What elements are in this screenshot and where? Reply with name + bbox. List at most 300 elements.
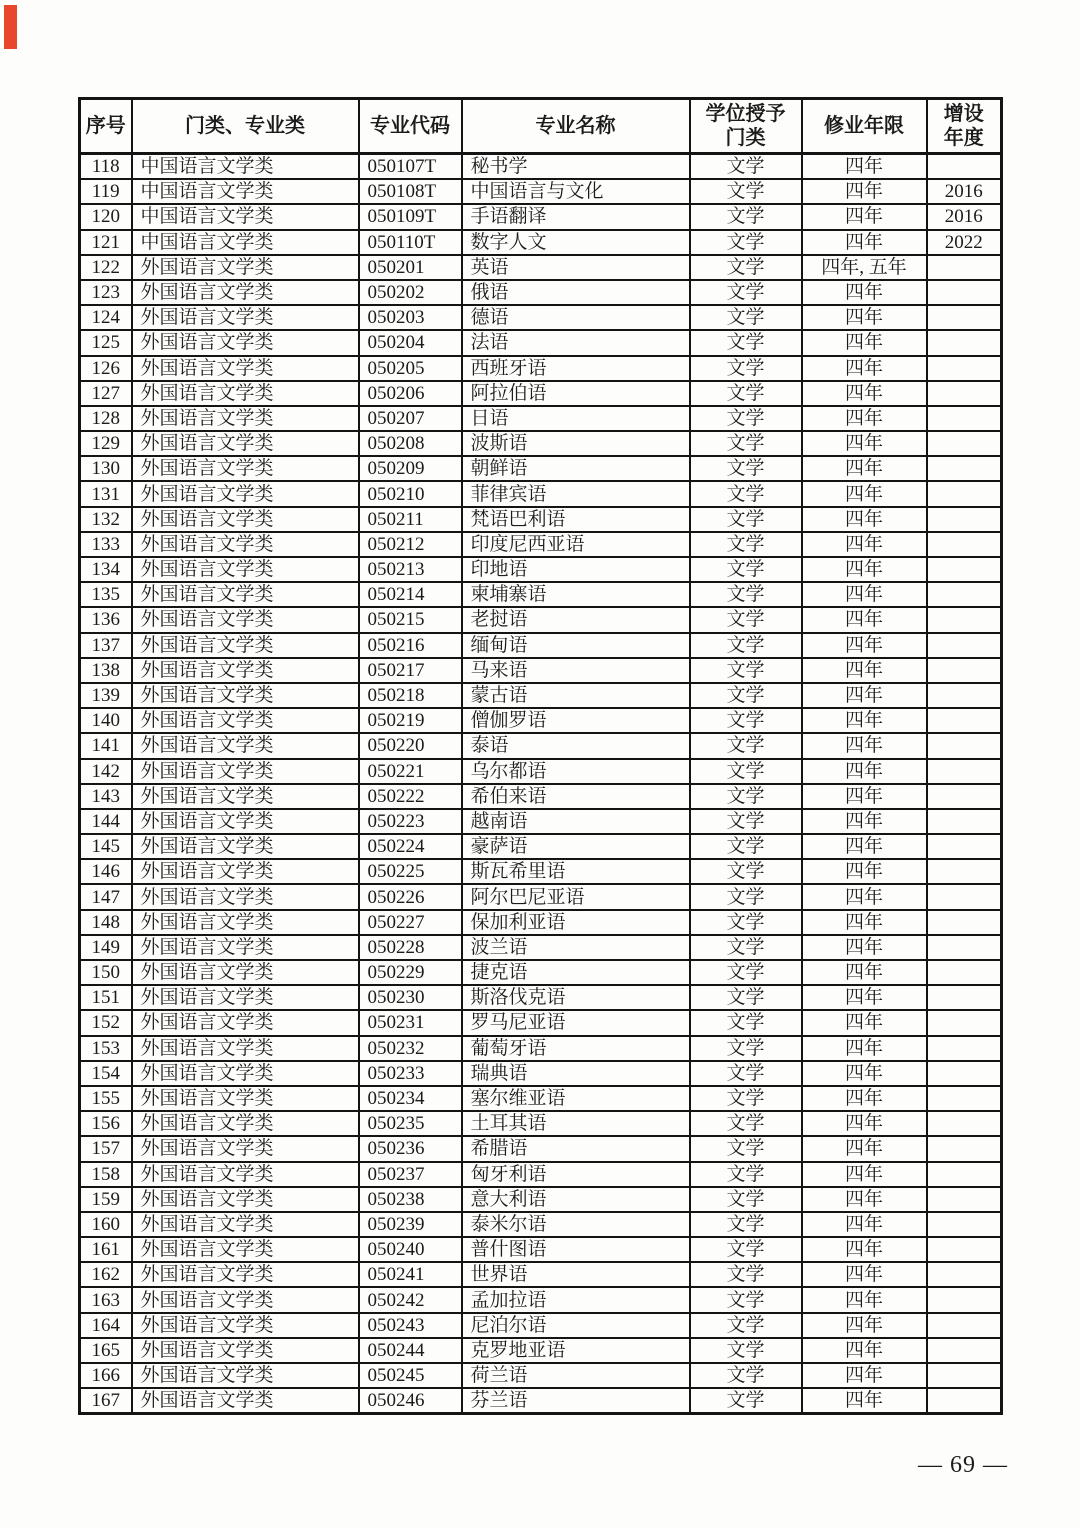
degree-cell: 文学	[690, 935, 802, 960]
serial-cell: 141	[80, 733, 132, 758]
degree-cell: 文学	[690, 759, 802, 784]
code-cell: 050241	[359, 1262, 462, 1287]
year-cell	[927, 381, 1002, 406]
code-cell: 050232	[359, 1036, 462, 1061]
code-cell: 050204	[359, 330, 462, 355]
header-serial: 序号	[80, 99, 132, 154]
name-cell: 缅甸语	[462, 633, 690, 658]
table-row	[80, 330, 1002, 355]
serial-cell: 125	[80, 330, 132, 355]
duration-cell: 四年	[802, 1136, 927, 1161]
serial-cell: 135	[80, 582, 132, 607]
degree-cell: 文学	[690, 708, 802, 733]
degree-cell: 文学	[690, 204, 802, 229]
table-row	[80, 230, 1002, 255]
category-cell: 外国语言文学类	[132, 1212, 359, 1237]
code-cell: 050228	[359, 935, 462, 960]
degree-cell: 文学	[690, 1061, 802, 1086]
table-row	[80, 1136, 1002, 1161]
table-row	[80, 582, 1002, 607]
table-row	[80, 733, 1002, 758]
serial-cell: 156	[80, 1111, 132, 1136]
category-cell: 外国语言文学类	[132, 1388, 359, 1414]
degree-cell: 文学	[690, 1262, 802, 1287]
name-cell: 印度尼西亚语	[462, 532, 690, 557]
duration-cell: 四年	[802, 456, 927, 481]
year-cell	[927, 1363, 1002, 1388]
serial-cell: 146	[80, 859, 132, 884]
duration-cell: 四年	[802, 1388, 927, 1414]
degree-cell: 文学	[690, 1187, 802, 1212]
duration-cell: 四年	[802, 683, 927, 708]
category-cell: 外国语言文学类	[132, 784, 359, 809]
year-cell	[927, 809, 1002, 834]
name-cell: 世界语	[462, 1262, 690, 1287]
header-row	[80, 99, 1002, 154]
serial-cell: 157	[80, 1136, 132, 1161]
serial-cell: 143	[80, 784, 132, 809]
name-cell: 孟加拉语	[462, 1287, 690, 1312]
table-row	[80, 481, 1002, 506]
category-cell: 外国语言文学类	[132, 1162, 359, 1187]
serial-cell: 119	[80, 179, 132, 204]
category-cell: 外国语言文学类	[132, 1086, 359, 1111]
duration-cell: 四年	[802, 884, 927, 909]
code-cell: 050213	[359, 557, 462, 582]
code-cell: 050205	[359, 356, 462, 381]
category-cell: 外国语言文学类	[132, 356, 359, 381]
year-cell	[927, 1313, 1002, 1338]
table-row	[80, 1061, 1002, 1086]
name-cell: 朝鲜语	[462, 456, 690, 481]
year-cell	[927, 356, 1002, 381]
code-cell: 050225	[359, 859, 462, 884]
table-row	[80, 1237, 1002, 1262]
table-row	[80, 507, 1002, 532]
category-cell: 中国语言文学类	[132, 179, 359, 204]
table-row	[80, 935, 1002, 960]
serial-cell: 137	[80, 633, 132, 658]
table-row	[80, 154, 1002, 180]
year-cell	[927, 1388, 1002, 1414]
code-cell: 050109T	[359, 204, 462, 229]
serial-cell: 165	[80, 1338, 132, 1363]
duration-cell: 四年	[802, 154, 927, 180]
duration-cell: 四年	[802, 1010, 927, 1035]
name-cell: 德语	[462, 305, 690, 330]
year-cell: 2016	[927, 179, 1002, 204]
degree-cell: 文学	[690, 658, 802, 683]
name-cell: 荷兰语	[462, 1363, 690, 1388]
degree-cell: 文学	[690, 381, 802, 406]
header-year: 增设年度	[927, 99, 1002, 154]
code-cell: 050208	[359, 431, 462, 456]
name-cell: 数字人文	[462, 230, 690, 255]
degree-cell: 文学	[690, 230, 802, 255]
code-cell: 050218	[359, 683, 462, 708]
table-row	[80, 1187, 1002, 1212]
table-row	[80, 960, 1002, 985]
duration-cell: 四年	[802, 1287, 927, 1312]
name-cell: 斯瓦希里语	[462, 859, 690, 884]
code-cell: 050224	[359, 834, 462, 859]
serial-cell: 148	[80, 910, 132, 935]
degree-cell: 文学	[690, 1363, 802, 1388]
serial-cell: 128	[80, 406, 132, 431]
category-cell: 外国语言文学类	[132, 1036, 359, 1061]
code-cell: 050207	[359, 406, 462, 431]
serial-cell: 130	[80, 456, 132, 481]
code-cell: 050215	[359, 607, 462, 632]
accent-bar	[4, 5, 17, 49]
code-cell: 050221	[359, 759, 462, 784]
table-row	[80, 834, 1002, 859]
table-row	[80, 356, 1002, 381]
majors-table	[78, 97, 1003, 1415]
name-cell: 普什图语	[462, 1237, 690, 1262]
category-cell: 外国语言文学类	[132, 633, 359, 658]
duration-cell: 四年	[802, 1338, 927, 1363]
category-cell: 外国语言文学类	[132, 1313, 359, 1338]
serial-cell: 161	[80, 1237, 132, 1262]
code-cell: 050209	[359, 456, 462, 481]
serial-cell: 136	[80, 607, 132, 632]
category-cell: 外国语言文学类	[132, 1187, 359, 1212]
code-cell: 050222	[359, 784, 462, 809]
duration-cell: 四年	[802, 607, 927, 632]
name-cell: 手语翻译	[462, 204, 690, 229]
year-cell	[927, 305, 1002, 330]
category-cell: 外国语言文学类	[132, 809, 359, 834]
code-cell: 050108T	[359, 179, 462, 204]
year-cell	[927, 431, 1002, 456]
code-cell: 050245	[359, 1363, 462, 1388]
serial-cell: 133	[80, 532, 132, 557]
code-cell: 050212	[359, 532, 462, 557]
year-cell	[927, 633, 1002, 658]
year-cell	[927, 784, 1002, 809]
year-cell	[927, 834, 1002, 859]
code-cell: 050230	[359, 985, 462, 1010]
duration-cell: 四年	[802, 305, 927, 330]
year-cell	[927, 406, 1002, 431]
code-cell: 050238	[359, 1187, 462, 1212]
name-cell: 尼泊尔语	[462, 1313, 690, 1338]
year-cell	[927, 1136, 1002, 1161]
table-row	[80, 557, 1002, 582]
category-cell: 外国语言文学类	[132, 859, 359, 884]
year-cell	[927, 481, 1002, 506]
duration-cell: 四年	[802, 658, 927, 683]
degree-cell: 文学	[690, 834, 802, 859]
table-row	[80, 1287, 1002, 1312]
degree-cell: 文学	[690, 910, 802, 935]
serial-cell: 163	[80, 1287, 132, 1312]
name-cell: 保加利亚语	[462, 910, 690, 935]
year-cell	[927, 532, 1002, 557]
duration-cell: 四年	[802, 406, 927, 431]
duration-cell: 四年	[802, 935, 927, 960]
table-row	[80, 1338, 1002, 1363]
category-cell: 外国语言文学类	[132, 481, 359, 506]
serial-cell: 144	[80, 809, 132, 834]
duration-cell: 四年	[802, 809, 927, 834]
degree-cell: 文学	[690, 985, 802, 1010]
degree-cell: 文学	[690, 1212, 802, 1237]
code-cell: 050243	[359, 1313, 462, 1338]
year-cell	[927, 280, 1002, 305]
serial-cell: 126	[80, 356, 132, 381]
table-row	[80, 658, 1002, 683]
degree-cell: 文学	[690, 1287, 802, 1312]
year-cell	[927, 1187, 1002, 1212]
table-row	[80, 1111, 1002, 1136]
degree-cell: 文学	[690, 154, 802, 180]
name-cell: 塞尔维亚语	[462, 1086, 690, 1111]
year-cell	[927, 557, 1002, 582]
name-cell: 芬兰语	[462, 1388, 690, 1414]
category-cell: 外国语言文学类	[132, 733, 359, 758]
duration-cell: 四年	[802, 1086, 927, 1111]
year-cell	[927, 733, 1002, 758]
code-cell: 050223	[359, 809, 462, 834]
category-cell: 中国语言文学类	[132, 154, 359, 180]
name-cell: 越南语	[462, 809, 690, 834]
degree-cell: 文学	[690, 1136, 802, 1161]
category-cell: 外国语言文学类	[132, 305, 359, 330]
duration-cell: 四年	[802, 1162, 927, 1187]
degree-cell: 文学	[690, 280, 802, 305]
name-cell: 日语	[462, 406, 690, 431]
table-body	[80, 154, 1002, 1414]
category-cell: 外国语言文学类	[132, 683, 359, 708]
header-degree: 学位授予门类	[690, 99, 802, 154]
serial-cell: 140	[80, 708, 132, 733]
name-cell: 克罗地亚语	[462, 1338, 690, 1363]
name-cell: 瑞典语	[462, 1061, 690, 1086]
table-row	[80, 204, 1002, 229]
year-cell	[927, 1010, 1002, 1035]
name-cell: 罗马尼亚语	[462, 1010, 690, 1035]
category-cell: 中国语言文学类	[132, 204, 359, 229]
serial-cell: 123	[80, 280, 132, 305]
serial-cell: 154	[80, 1061, 132, 1086]
category-cell: 外国语言文学类	[132, 759, 359, 784]
header-category: 门类、专业类	[132, 99, 359, 154]
year-cell	[927, 607, 1002, 632]
degree-cell: 文学	[690, 179, 802, 204]
serial-cell: 142	[80, 759, 132, 784]
table-row	[80, 1162, 1002, 1187]
category-cell: 外国语言文学类	[132, 255, 359, 280]
table-row	[80, 985, 1002, 1010]
name-cell: 泰语	[462, 733, 690, 758]
name-cell: 波兰语	[462, 935, 690, 960]
category-cell: 中国语言文学类	[132, 230, 359, 255]
category-cell: 外国语言文学类	[132, 884, 359, 909]
serial-cell: 118	[80, 154, 132, 180]
table-row	[80, 1212, 1002, 1237]
serial-cell: 158	[80, 1162, 132, 1187]
duration-cell: 四年	[802, 859, 927, 884]
duration-cell: 四年	[802, 1187, 927, 1212]
name-cell: 阿拉伯语	[462, 381, 690, 406]
serial-cell: 150	[80, 960, 132, 985]
code-cell: 050227	[359, 910, 462, 935]
category-cell: 外国语言文学类	[132, 582, 359, 607]
code-cell: 050233	[359, 1061, 462, 1086]
duration-cell: 四年	[802, 910, 927, 935]
name-cell: 豪萨语	[462, 834, 690, 859]
duration-cell: 四年	[802, 1363, 927, 1388]
duration-cell: 四年	[802, 356, 927, 381]
name-cell: 乌尔都语	[462, 759, 690, 784]
table-row	[80, 456, 1002, 481]
degree-cell: 文学	[690, 582, 802, 607]
degree-cell: 文学	[690, 809, 802, 834]
serial-cell: 151	[80, 985, 132, 1010]
duration-cell: 四年	[802, 1111, 927, 1136]
year-cell	[927, 330, 1002, 355]
table-row	[80, 406, 1002, 431]
year-cell	[927, 1338, 1002, 1363]
degree-cell: 文学	[690, 481, 802, 506]
serial-cell: 131	[80, 481, 132, 506]
table-row	[80, 255, 1002, 280]
year-cell	[927, 683, 1002, 708]
degree-cell: 文学	[690, 330, 802, 355]
duration-cell: 四年	[802, 1061, 927, 1086]
duration-cell: 四年	[802, 960, 927, 985]
table-row	[80, 607, 1002, 632]
year-cell	[927, 1262, 1002, 1287]
year-cell	[927, 1237, 1002, 1262]
category-cell: 外国语言文学类	[132, 910, 359, 935]
degree-cell: 文学	[690, 532, 802, 557]
name-cell: 菲律宾语	[462, 481, 690, 506]
code-cell: 050236	[359, 1136, 462, 1161]
code-cell: 050217	[359, 658, 462, 683]
code-cell: 050239	[359, 1212, 462, 1237]
code-cell: 050107T	[359, 154, 462, 180]
year-cell	[927, 1061, 1002, 1086]
degree-cell: 文学	[690, 507, 802, 532]
duration-cell: 四年	[802, 633, 927, 658]
table-row	[80, 633, 1002, 658]
year-cell	[927, 1086, 1002, 1111]
year-cell	[927, 658, 1002, 683]
serial-cell: 129	[80, 431, 132, 456]
table-row	[80, 1086, 1002, 1111]
code-cell: 050242	[359, 1287, 462, 1312]
serial-cell: 167	[80, 1388, 132, 1414]
year-cell	[927, 1212, 1002, 1237]
name-cell: 斯洛伐克语	[462, 985, 690, 1010]
degree-cell: 文学	[690, 1388, 802, 1414]
serial-cell: 155	[80, 1086, 132, 1111]
name-cell: 意大利语	[462, 1187, 690, 1212]
year-cell	[927, 985, 1002, 1010]
degree-cell: 文学	[690, 960, 802, 985]
name-cell: 西班牙语	[462, 356, 690, 381]
year-cell	[927, 708, 1002, 733]
duration-cell: 四年	[802, 1262, 927, 1287]
degree-cell: 文学	[690, 557, 802, 582]
page-number: — 69 —	[918, 1452, 1008, 1478]
degree-cell: 文学	[690, 1313, 802, 1338]
table-row	[80, 179, 1002, 204]
degree-cell: 文学	[690, 1111, 802, 1136]
name-cell: 希腊语	[462, 1136, 690, 1161]
degree-cell: 文学	[690, 1237, 802, 1262]
degree-cell: 文学	[690, 859, 802, 884]
duration-cell: 四年	[802, 1212, 927, 1237]
name-cell: 法语	[462, 330, 690, 355]
serial-cell: 134	[80, 557, 132, 582]
year-cell	[927, 884, 1002, 909]
year-cell	[927, 960, 1002, 985]
duration-cell: 四年	[802, 582, 927, 607]
category-cell: 外国语言文学类	[132, 532, 359, 557]
category-cell: 外国语言文学类	[132, 1136, 359, 1161]
serial-cell: 166	[80, 1363, 132, 1388]
degree-cell: 文学	[690, 456, 802, 481]
serial-cell: 147	[80, 884, 132, 909]
degree-cell: 文学	[690, 607, 802, 632]
year-cell	[927, 1287, 1002, 1312]
year-cell	[927, 154, 1002, 180]
year-cell	[927, 935, 1002, 960]
code-cell: 050219	[359, 708, 462, 733]
degree-cell: 文学	[690, 431, 802, 456]
name-cell: 印地语	[462, 557, 690, 582]
serial-cell: 162	[80, 1262, 132, 1287]
name-cell: 中国语言与文化	[462, 179, 690, 204]
duration-cell: 四年, 五年	[802, 255, 927, 280]
code-cell: 050231	[359, 1010, 462, 1035]
category-cell: 外国语言文学类	[132, 1237, 359, 1262]
code-cell: 050240	[359, 1237, 462, 1262]
category-cell: 外国语言文学类	[132, 935, 359, 960]
duration-cell: 四年	[802, 230, 927, 255]
duration-cell: 四年	[802, 381, 927, 406]
name-cell: 土耳其语	[462, 1111, 690, 1136]
table-row	[80, 1313, 1002, 1338]
table-row	[80, 431, 1002, 456]
name-cell: 泰米尔语	[462, 1212, 690, 1237]
category-cell: 外国语言文学类	[132, 456, 359, 481]
category-cell: 外国语言文学类	[132, 280, 359, 305]
category-cell: 外国语言文学类	[132, 381, 359, 406]
duration-cell: 四年	[802, 1313, 927, 1338]
year-cell	[927, 255, 1002, 280]
category-cell: 外国语言文学类	[132, 960, 359, 985]
header-code: 专业代码	[359, 99, 462, 154]
degree-cell: 文学	[690, 356, 802, 381]
category-cell: 外国语言文学类	[132, 431, 359, 456]
name-cell: 波斯语	[462, 431, 690, 456]
table-row	[80, 1363, 1002, 1388]
degree-cell: 文学	[690, 1086, 802, 1111]
name-cell: 阿尔巴尼亚语	[462, 884, 690, 909]
category-cell: 外国语言文学类	[132, 658, 359, 683]
year-cell	[927, 910, 1002, 935]
name-cell: 秘书学	[462, 154, 690, 180]
table-row	[80, 532, 1002, 557]
serial-cell: 159	[80, 1187, 132, 1212]
serial-cell: 164	[80, 1313, 132, 1338]
duration-cell: 四年	[802, 834, 927, 859]
